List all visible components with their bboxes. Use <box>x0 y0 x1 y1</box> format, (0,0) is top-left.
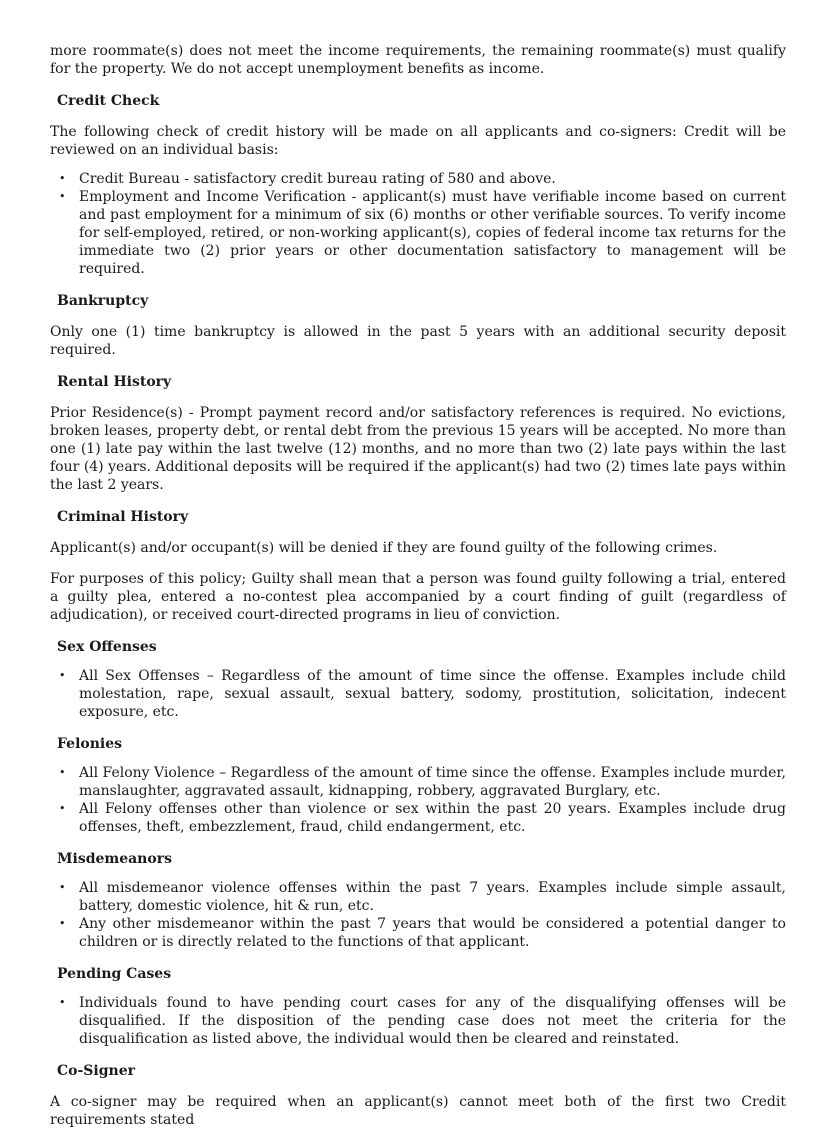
bullet-icon: • <box>59 172 66 185</box>
bullet-icon: • <box>59 881 66 894</box>
section-heading-rental-history: Rental History <box>57 374 172 390</box>
section-heading-misdemeanors: Misdemeanors <box>57 851 172 867</box>
bullet-icon: • <box>59 190 66 203</box>
section-heading-credit-check: Credit Check <box>57 93 160 109</box>
bullet-icon: • <box>59 917 66 930</box>
section-heading-criminal-history: Criminal History <box>57 509 189 525</box>
intro-paragraph: more roommate(s) does not meet the income requirements, the remaining roommate(s) must qualify for the property. We do not accept unemployment benefits as income. <box>50 43 786 77</box>
section-heading-bankruptcy: Bankruptcy <box>57 293 149 309</box>
bullet-icon: • <box>59 766 66 779</box>
bullet-icon: • <box>59 669 66 682</box>
list-item: • All Sex Offenses – Regardless of the amount of time since the offense. Examples include child molestation, rape, sexual assault, sexual battery, sodomy, prostitution, solicitation, indecent exposure, etc. <box>59 668 786 720</box>
section-heading-co-signer: Co-Signer <box>57 1063 135 1079</box>
list-item: • Employment and Income Verification - applicant(s) must have verifiable income based on current and past employment for a minimum of six (6) months or other verifiable sources. To verify income for self-employed, retired, or non-working applicant(s), copies of federal income tax returns for the immediate two (2) prior years or other documentation satisfactory to management will be required. <box>59 189 786 277</box>
list-item: • Individuals found to have pending court cases for any of the disqualifying offenses will be disqualified. If the disposition of the pending case does not meet the criteria for the disqualification as listed above, the individual would then be cleared and reinstated. <box>59 995 786 1047</box>
document-content <box>50 42 786 1129</box>
pending-cases-list <box>50 994 786 1048</box>
list-item: • All Felony offenses other than violence or sex within the past 20 years. Examples include drug offenses, theft, embezzlement, fraud, child endangerment, etc. <box>59 801 786 835</box>
rental-history-text: Prior Residence(s) - Prompt payment record and/or satisfactory references is required. No evictions, broken leases, property debt, or rental debt from the previous 15 years will be accepted. No more than one (1) late pay within the last twelve (12) months, and no more than two (2) late pays within the last four (4) years. Additional deposits will be required if the applicant(s) had two (2) times late pays within the last 2 years. <box>50 405 786 493</box>
misdemeanors-list <box>50 879 786 951</box>
credit-check-list <box>50 170 786 278</box>
felonies-list <box>50 764 786 836</box>
section-heading-felonies: Felonies <box>57 736 123 752</box>
bullet-icon: • <box>59 802 66 815</box>
list-item: • All Felony Violence – Regardless of the amount of time since the offense. Examples include murder, manslaughter, aggravated assault, kidnapping, robbery, aggravated Burglary, etc. <box>59 765 786 799</box>
section-heading-pending-cases: Pending Cases <box>57 966 172 982</box>
criminal-history-text-1: Applicant(s) and/or occupant(s) will be denied if they are found guilty of the following crimes. <box>50 540 718 556</box>
criminal-history-text-2: For purposes of this policy; Guilty shall mean that a person was found guilty following a trial, entered a guilty plea, entered a no-contest plea accompanied by a court finding of guilt (regardless of adjudication), or received court-directed programs in lieu of conviction. <box>50 571 786 623</box>
list-item: • All misdemeanor violence offenses within the past 7 years. Examples include simple assault, battery, domestic violence, hit & run, etc. <box>59 880 786 914</box>
list-item: • Any other misdemeanor within the past 7 years that would be considered a potential danger to children or is directly related to the functions of that applicant. <box>59 916 786 950</box>
section-heading-sex-offenses: Sex Offenses <box>57 639 157 655</box>
co-signer-text: A co-signer may be required when an applicant(s) cannot meet both of the first two Credit requirements stated <box>50 1094 786 1128</box>
list-item: • Credit Bureau - satisfactory credit bureau rating of 580 and above. <box>59 171 556 187</box>
credit-check-intro: The following check of credit history will be made on all applicants and co-signers: Credit will be reviewed on an individual basis: <box>50 124 786 158</box>
bankruptcy-text: Only one (1) time bankruptcy is allowed in the past 5 years with an additional security deposit required. <box>50 324 786 358</box>
sex-offenses-list <box>50 667 786 721</box>
bullet-icon: • <box>59 996 66 1009</box>
